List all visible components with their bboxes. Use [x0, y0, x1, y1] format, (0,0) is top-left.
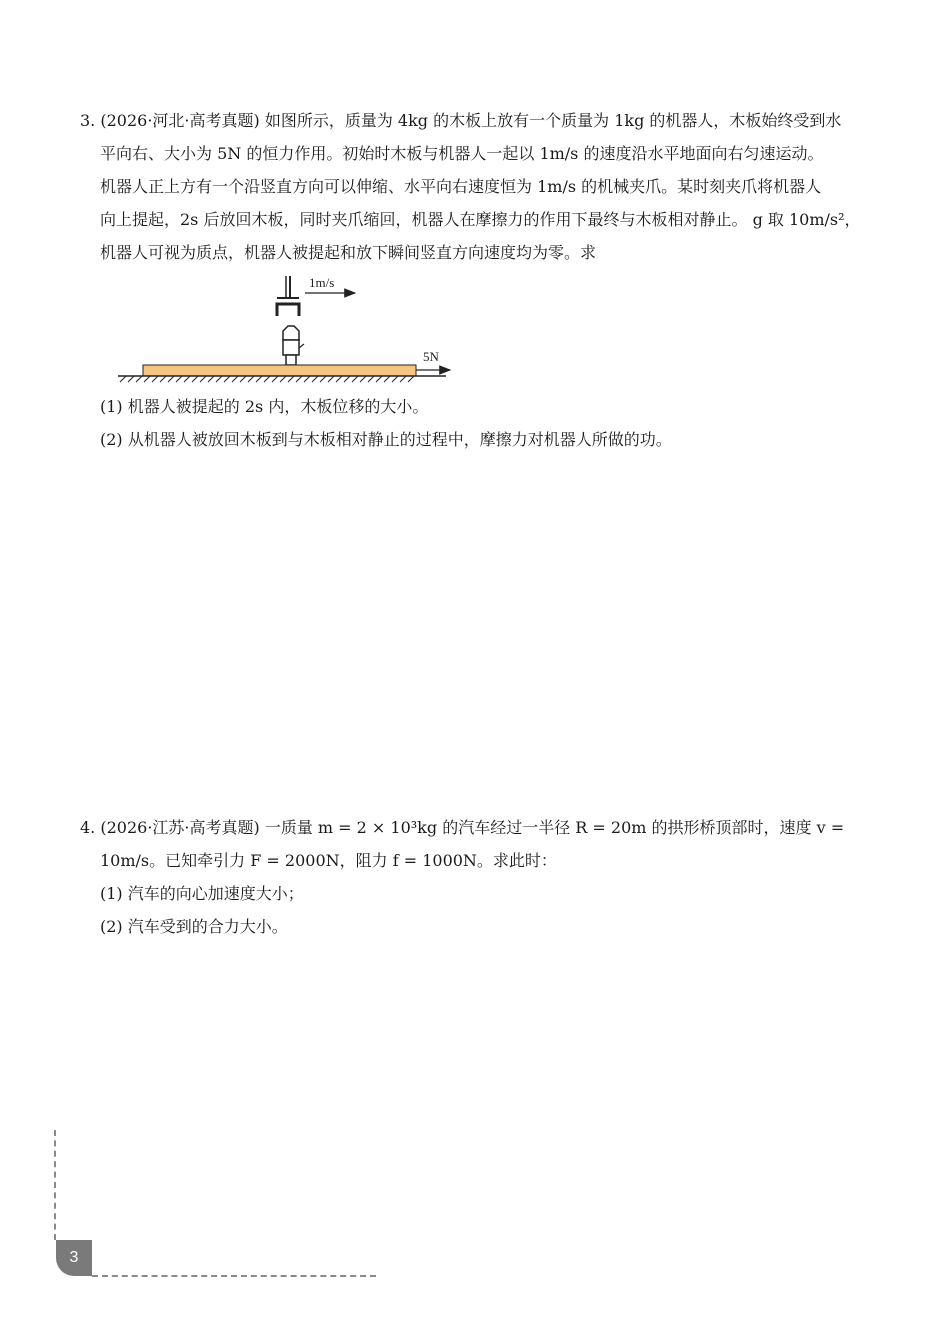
wooden-board [143, 365, 416, 376]
q3-part-2: (2) 从机器人被放回木板到与木板相对静止的过程中，摩擦力对机器人所做的功。 [100, 430, 672, 449]
q4-line-2: 10m/s。已知牵引力 F = 2000N，阻力 f = 1000N。求此时： [100, 851, 557, 870]
q4-part-2: (2) 汽车受到的合力大小。 [100, 917, 288, 936]
footer-dashed-vertical [54, 1130, 56, 1240]
q3-line-2: 平向右、大小为 5N 的恒力作用。初始时木板与机器人一起以 1m/s 的速度沿水平地面向右匀速运动。 [100, 144, 824, 163]
claw-speed-label: 1m/s [309, 275, 335, 290]
q3-line-1: 3. (2026·河北·高考真题) 如图所示，质量为 4kg 的木板上放有一个质量为 1kg 的机器人，木板始终受到水 [80, 111, 842, 130]
mechanical-claw [277, 276, 299, 316]
force-label: 5N [423, 349, 439, 364]
q3-diagram [110, 268, 460, 383]
q3-line-5: 机器人可视为质点，机器人被提起和放下瞬间竖直方向速度均为零。求 [100, 243, 597, 262]
page-number: 3 [56, 1240, 92, 1276]
robot-figure [283, 326, 304, 365]
q4-part-1: (1) 汽车的向心加速度大小； [100, 884, 304, 903]
q3-line-4: 向上提起，2s 后放回木板，同时夹爪缩回，机器人在摩擦力的作用下最终与木板相对静止。 g 取 10m/s²， [100, 210, 861, 229]
footer-dashed-horizontal [92, 1275, 376, 1277]
q3-line-3: 机器人正上方有一个沿竖直方向可以伸缩、水平向右速度恒为 1m/s 的机械夹爪。某时刻夹爪将机器人 [100, 177, 822, 196]
ground-surface [118, 376, 446, 382]
q3-part-1: (1) 机器人被提起的 2s 内，木板位移的大小。 [100, 397, 429, 416]
q4-line-1: 4. (2026·江苏·高考真题) 一质量 m = 2 × 10³kg 的汽车经过一半径 R = 20m 的拱形桥顶部时，速度 v = [80, 818, 845, 837]
